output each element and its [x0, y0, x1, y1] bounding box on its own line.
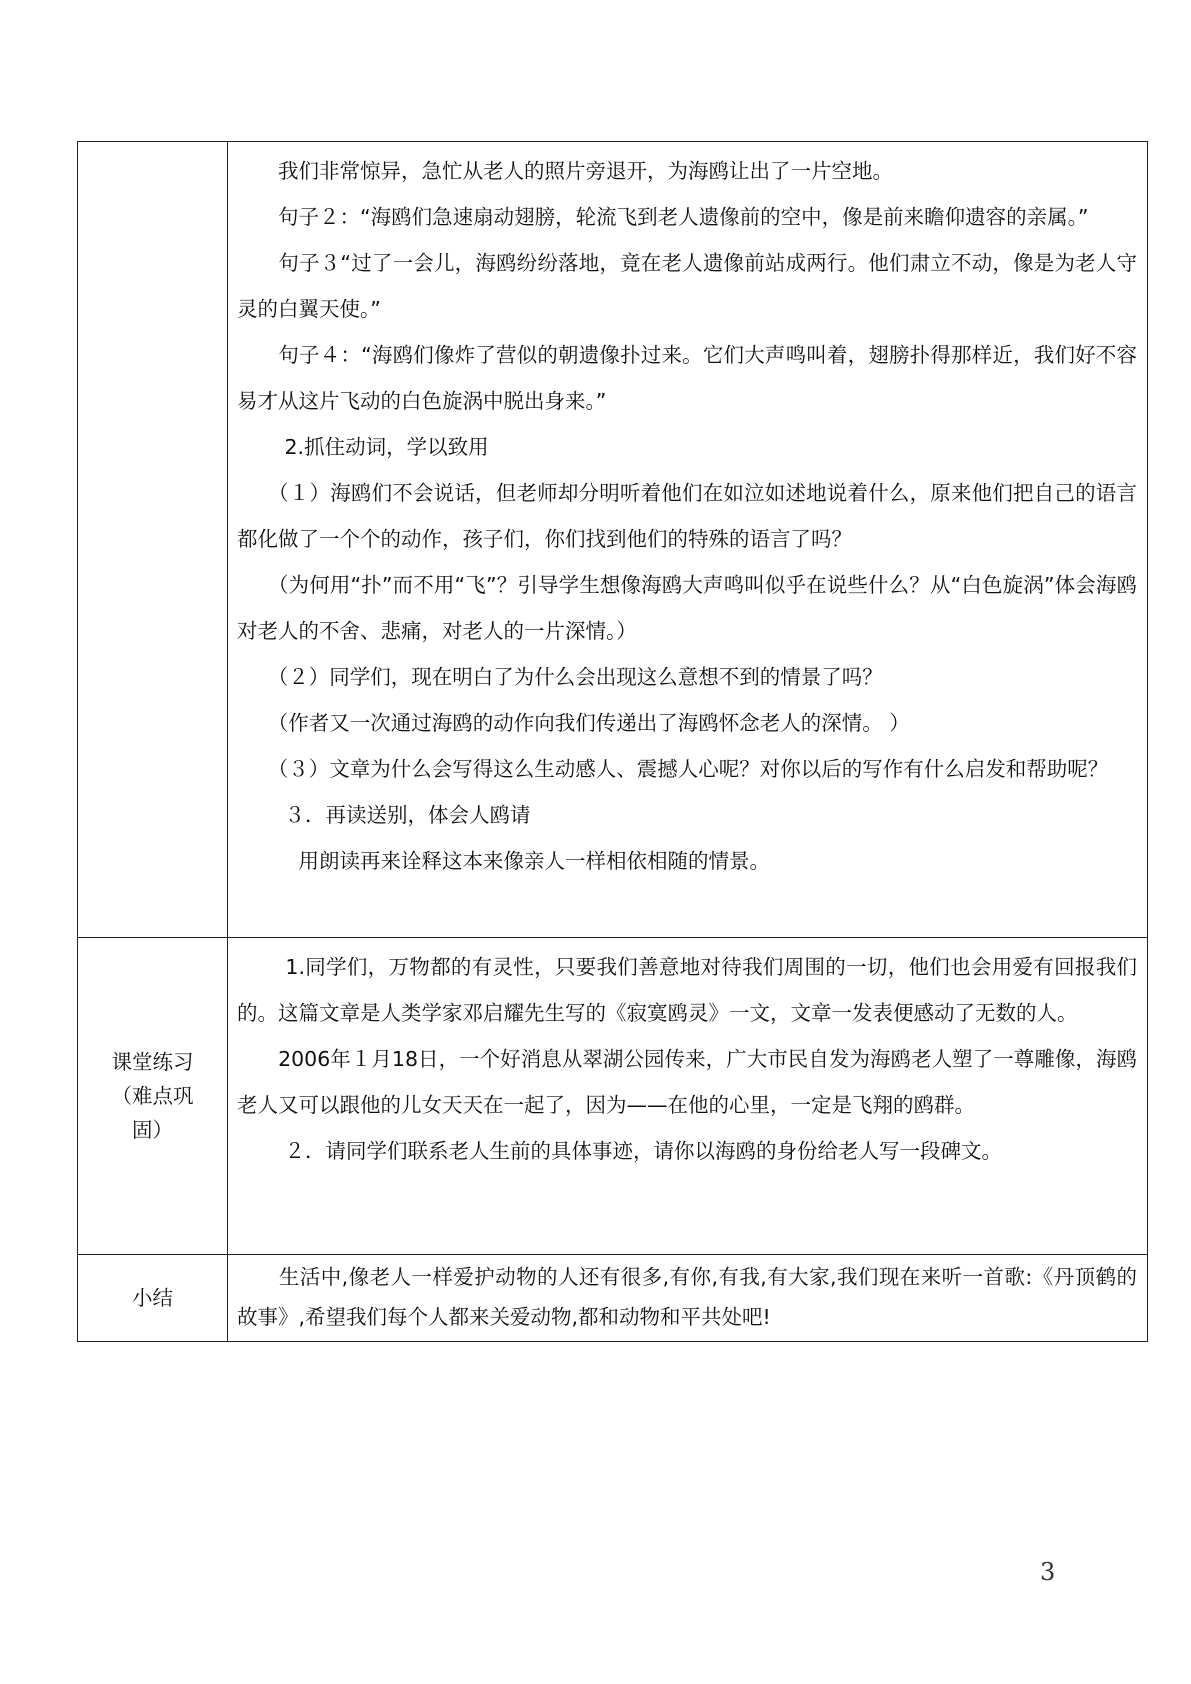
paragraph: （作者又一次通过海鸥的动作向我们传递出了海鸥怀念老人的深情。 ）	[237, 711, 910, 735]
paragraph: 2006年１月18日，一个好消息从翠湖公园传来，广大市民自发为海鸥老人塑了一尊雕像，海鸥老人又可以跟他的儿女天天在一起了，因为——在他的心里，一定是飞翔的鸥群。	[237, 1047, 1137, 1117]
row-label-empty	[78, 142, 228, 938]
paragraph: 我们非常惊异，急忙从老人的照片旁退开，为海鸥让出了一片空地。	[237, 159, 893, 183]
paragraph: （２）同学们，现在明白了为什么会出现这么意想不到的情景了吗？	[237, 665, 883, 689]
summary-content	[228, 1255, 1148, 1342]
label-line: 固）	[132, 1118, 173, 1142]
row-label-summary	[78, 1255, 228, 1342]
reading-content	[228, 142, 1148, 938]
paragraph: 用朗读再来诠释这本来像亲人一样相依相随的情景。	[237, 849, 770, 873]
paragraph: 句子３“过了一会儿，海鸥纷纷落地，竟在老人遗像前站成两行。他们肃立不动，像是为老人守灵的白翼天使。”	[237, 251, 1137, 321]
paragraph: 句子２：“海鸥们急速扇动翅膀，轮流飞到老人遗像前的空中，像是前来瞻仰遗容的亲属。”	[237, 205, 1089, 229]
paragraph: 2.抓住动词，学以致用	[237, 435, 489, 459]
lesson-plan-table	[77, 141, 1148, 1342]
paragraph: 句子４：“海鸥们像炸了营似的朝遗像扑过来。它们大声鸣叫着，翅膀扑得那样近，我们好不容易才从这片飞动的白色旋涡中脱出身来。”	[237, 343, 1137, 413]
paragraph: ２．请同学们联系老人生前的具体事迹，请你以海鸥的身份给老人写一段碑文。	[237, 1139, 1003, 1163]
paragraph: ３．再读送别，体会人鸥请	[237, 803, 531, 827]
page-number: 3	[1040, 1558, 1056, 1586]
paragraph: （３）文章为什么会写得这么生动感人、震撼人心呢？对你以后的写作有什么启发和帮助呢？	[237, 757, 1109, 781]
paragraph: （为何用“扑”而不用“飞”？引导学生想像海鸥大声鸣叫似乎在说些什么？从“白色旋涡”体会海鸥对老人的不舍、悲痛，对老人的一片深情。）	[237, 573, 1137, 643]
label-line: 课堂练习	[111, 1050, 194, 1074]
table-row-practice	[78, 938, 1148, 1255]
paragraph: 1.同学们，万物都的有灵性，只要我们善意地对待我们周围的一切，他们也会用爱有回报我们的。这篇文章是人类学家邓启耀先生写的《寂寞鸥灵》一文，文章一发表便感动了无数的人。	[237, 955, 1137, 1025]
paragraph: （１）海鸥们不会说话，但老师却分明听着他们在如泣如述地说着什么，原来他们把自己的语言都化做了一个个的动作，孩子们，你们找到他们的特殊的语言了吗？	[237, 481, 1137, 551]
practice-content	[228, 938, 1148, 1255]
row-label-practice	[78, 938, 228, 1255]
table-row-reading	[78, 142, 1148, 938]
table-row-summary	[78, 1255, 1148, 1342]
paragraph: 生活中,像老人一样爱护动物的人还有很多,有你,有我,有大家,我们现在来听一首歌:《丹顶鹤的故事》,希望我们每个人都来关爱动物,都和动物和平共处吧!	[237, 1265, 1137, 1329]
label-text: 小结	[132, 1286, 173, 1310]
label-line: （难点巩	[111, 1084, 194, 1108]
